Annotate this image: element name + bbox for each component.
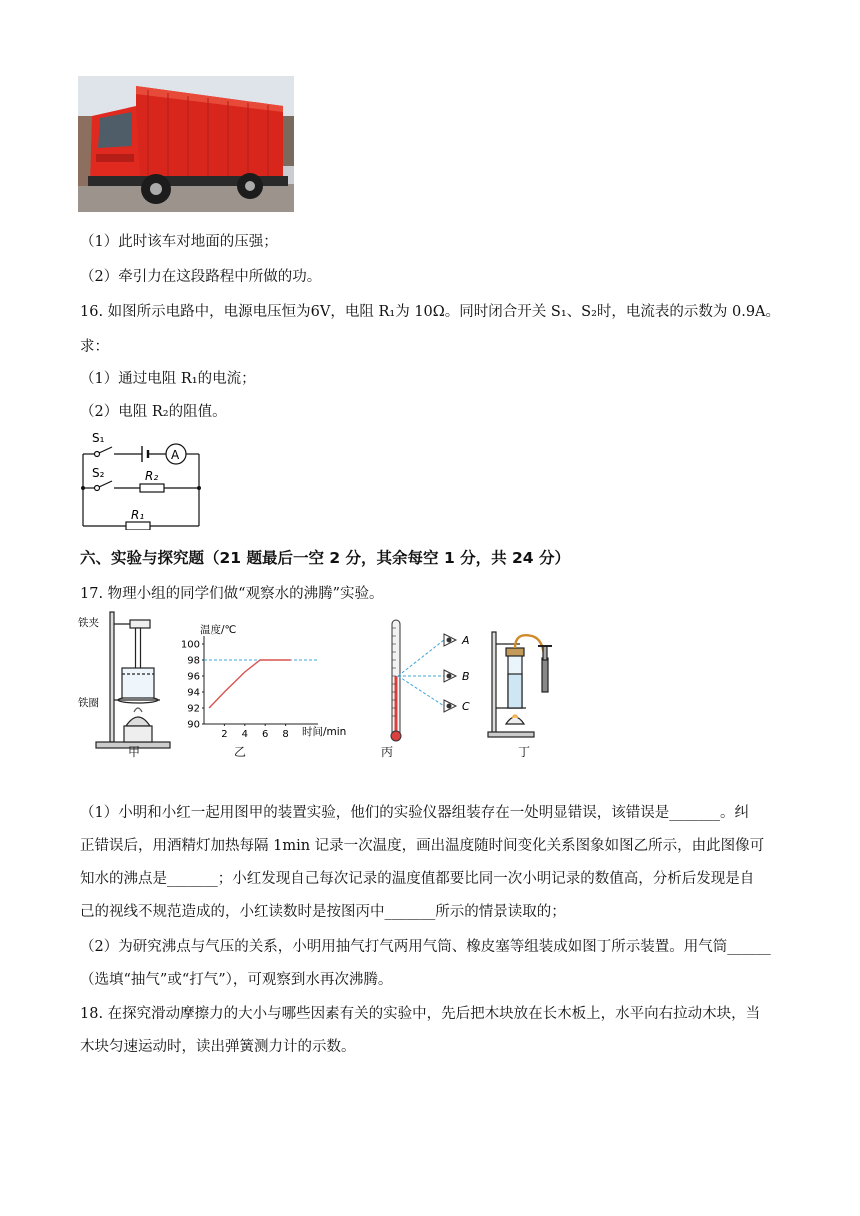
figure-yi-chart (178, 620, 350, 746)
q17-p2-line2: （选填“抽气”或“打气”），可观察到水再次沸腾。 (80, 972, 393, 988)
q16-sub1: （1）通过电阻 R₁的电流； (80, 371, 256, 387)
caption-bing: 丙 (381, 745, 394, 759)
q17-p1-line4: 己的视线不规范造成的，小红读数时是按图丙中_______所示的情景读取的； (80, 904, 566, 920)
eye-label-a: A (462, 634, 470, 647)
x-tick-label: 6 (262, 729, 269, 740)
q18-line2: 木块匀速运动时，读出弹簧测力计的示数。 (80, 1039, 356, 1055)
caption-ding: 丁 (518, 745, 531, 759)
s1-label: S₁ (92, 431, 105, 445)
figure-bing-thermometer (376, 618, 486, 748)
y-tick-label: 100 (180, 639, 200, 651)
x-tick-label: 4 (241, 729, 248, 740)
r2-label: R₂ (145, 469, 159, 483)
figure-jia-apparatus (78, 608, 172, 756)
figure-ding-pump (486, 628, 570, 740)
y-tick-label: 94 (187, 687, 200, 699)
chart-ylabel: 温度/℃ (200, 624, 237, 636)
eye-label-c: C (462, 700, 470, 713)
x-tick-label: 8 (282, 729, 289, 740)
q18-line1: 18. 在探究滑动摩擦力的大小与哪些因素有关的实验中，先后把木块放在长木板上，水平向右拉动木块，当 (80, 1006, 761, 1022)
ammeter-label: A (171, 448, 180, 462)
circuit-diagram (78, 428, 208, 530)
q17-p1-line1: （1）小明和小红一起用图甲的装置实验，他们的实验仪器组装存在一处明显错误，该错误是_______。纠 (80, 805, 749, 821)
y-tick-label: 92 (187, 703, 200, 715)
truck-photo (78, 76, 294, 212)
y-tick-label: 96 (187, 671, 200, 683)
label-clamp: 铁夹 (78, 617, 99, 629)
q17-p1-line2: 正错误后，用酒精灯加热每隔 1min 记录一次温度，画出温度随时间变化关系图象如图乙所示，由此图像可 (80, 838, 765, 854)
y-tick-label: 90 (187, 719, 200, 731)
chart-xlabel: 时间/min (302, 726, 347, 738)
s2-label: S₂ (92, 466, 105, 480)
eye-label-b: B (462, 670, 470, 683)
y-tick-label: 98 (187, 655, 200, 667)
q16-stem-line2: 求： (80, 339, 109, 355)
q17-title: 17. 物理小组的同学们做“观察水的沸腾”实验。 (80, 586, 384, 602)
q17-p2-line1: （2）为研究沸点与气压的关系，小明用抽气打气两用气筒、橡皮塞等组装成如图丁所示装置。用气筒______ (80, 939, 771, 955)
temperature-series-line (209, 660, 291, 708)
q15-sub1: （1）此时该车对地面的压强； (80, 234, 278, 250)
label-ring: 铁圈 (78, 697, 99, 709)
q16-stem-line1: 16. 如图所示电路中，电源电压恒为6V，电阻 R₁为 10Ω。同时闭合开关 S₁、S₂时，电流表的示数为 0.9A。 (80, 304, 781, 320)
r1-label: R₁ (131, 508, 145, 522)
q16-sub2: （2）电阻 R₂的阻值。 (80, 404, 227, 420)
x-tick-label: 2 (221, 729, 228, 740)
caption-jia: 甲 (128, 745, 141, 759)
q15-sub2: （2）牵引力在这段路程中所做的功。 (80, 269, 322, 285)
section-heading: 六、实验与探究题（21 题最后一空 2 分，其余每空 1 分，共 24 分） (80, 549, 570, 567)
caption-yi: 乙 (234, 745, 247, 759)
q17-p1-line3: 知水的沸点是_______；小红发现自己每次记录的温度值都要比同一次小明记录的数值高，分析后发现是自 (80, 871, 755, 887)
